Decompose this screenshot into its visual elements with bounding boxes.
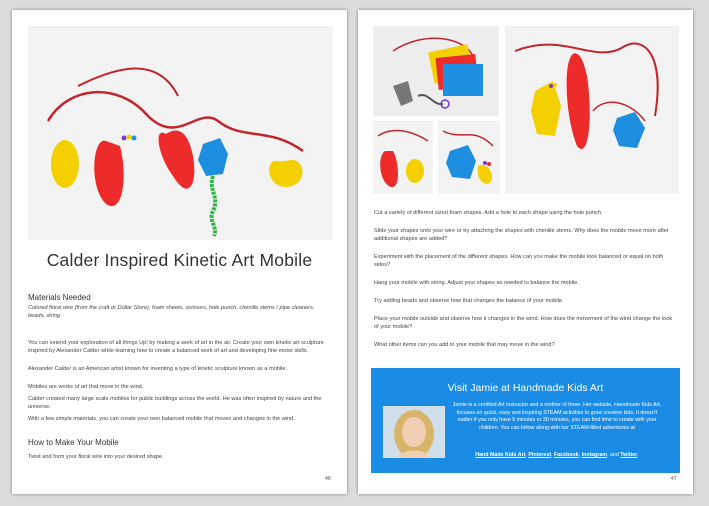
step-beads: Try adding beads and observe how that changes the balance of your mobile. — [374, 298, 564, 304]
page-number-right: 47 — [670, 476, 677, 482]
how-to-heading: How to Make Your Mobile — [28, 438, 119, 447]
step-other-items: What other items can you add to your mobile that may move in the wind? — [374, 342, 555, 348]
link-twitter[interactable]: Twitter — [620, 452, 638, 458]
link-facebook[interactable]: Facebook — [553, 452, 579, 458]
link-separator: , — [551, 452, 554, 458]
author-box-title: Visit Jamie at Handmade Kids Art — [447, 382, 604, 394]
mobile-illustration — [28, 26, 333, 240]
materials-heading: Materials Needed — [28, 293, 91, 302]
closeup-left-illustration — [373, 121, 433, 194]
step-cut-shapes: Cut a variety of different sized foam shapes. Add a hole to each shape using the hole punch. — [374, 210, 603, 216]
step-slide-shapes: Slide your shapes onto your wire or try attaching the shapes with chenille stems. Why does the mobile move more after additional shapes are added? — [374, 228, 669, 242]
author-portrait — [383, 406, 445, 458]
left-page — [12, 10, 347, 494]
author-bio: Jamie is a certified Art Instructor and a mother of three. Her website, Handmade Kids Art, focuses on quick, easy and inspiring STEAM activities to grow creative kids. It doesn't matter if you only have 5 minutes or 30 minutes, you can find time to create with your children. You can follow along with her STEAM-filled adventures at — [452, 402, 662, 431]
large-scale-paragraph: Calder created many large scale mobiles for public buildings across the world. He was often inspired by nature and the universe. — [28, 396, 322, 410]
materials-text: Colored floral wire (from the craft or Dollar Store), foam sheets, scissors, hole punch, chenille stems / pipe cleaners, beads, string — [28, 305, 315, 319]
hanging-mobile-illustration — [505, 26, 679, 194]
mobile-photo-closeup-right — [438, 121, 500, 194]
author-links — [451, 452, 663, 458]
link-separator: . — [637, 452, 639, 458]
link-pinterest[interactable]: Pinterest — [528, 452, 552, 458]
step-hang: Hang your mobile with string. Adjust your shapes as needed to balance the mobile. — [374, 280, 579, 286]
mobile-photo-hanging — [505, 26, 679, 194]
link-separator: , and — [607, 452, 621, 458]
link-separator: , — [578, 452, 582, 458]
closeup-right-illustration — [438, 121, 500, 194]
simple-materials-paragraph: With a few simple materials, you can create your own balanced mobile that moves and changes in the wind. — [28, 416, 295, 422]
materials-photo — [373, 26, 499, 116]
step-experiment: Experiment with the placement of the different shapes. How can you make the mobile look balanced or equal on both sides? — [374, 254, 664, 268]
yellow-foam-shape — [51, 140, 79, 188]
step-outside: Place your mobile outside and observe how it changes in the wind. How does the movement of the wind change the look of your mobile? — [374, 316, 673, 330]
how-to-text: Twist and form your floral wire into your desired shape. — [28, 454, 164, 460]
page-title: Calder Inspired Kinetic Art Mobile — [46, 250, 313, 270]
author-photo — [383, 406, 445, 458]
mobile-photo-closeup-left — [373, 121, 433, 194]
link-separator: , — [525, 452, 529, 458]
intro-paragraph: You can extend your exploration of all things Up! by making a work of art in the air. Create your own kinetic art sculpture inspired by Alexander Calder while learning how to create a balanced work of art and developing fine motor skills. — [28, 340, 324, 354]
right-page — [358, 10, 693, 494]
author-box — [371, 368, 680, 473]
calder-paragraph: Alexander Calder is an American artist known for inventing a type of kinetic sculpture known as a mobile. — [28, 366, 287, 372]
page-number-left: 46 — [324, 476, 331, 482]
materials-illustration — [373, 26, 499, 116]
mobile-photo-main — [28, 26, 333, 240]
link-instagram[interactable]: Instagram — [581, 452, 607, 458]
mobiles-paragraph: Mobiles are works of art that move in the wind. — [28, 384, 144, 390]
link-handmade-kids-art[interactable]: Hand Made Kids Art — [475, 452, 526, 458]
